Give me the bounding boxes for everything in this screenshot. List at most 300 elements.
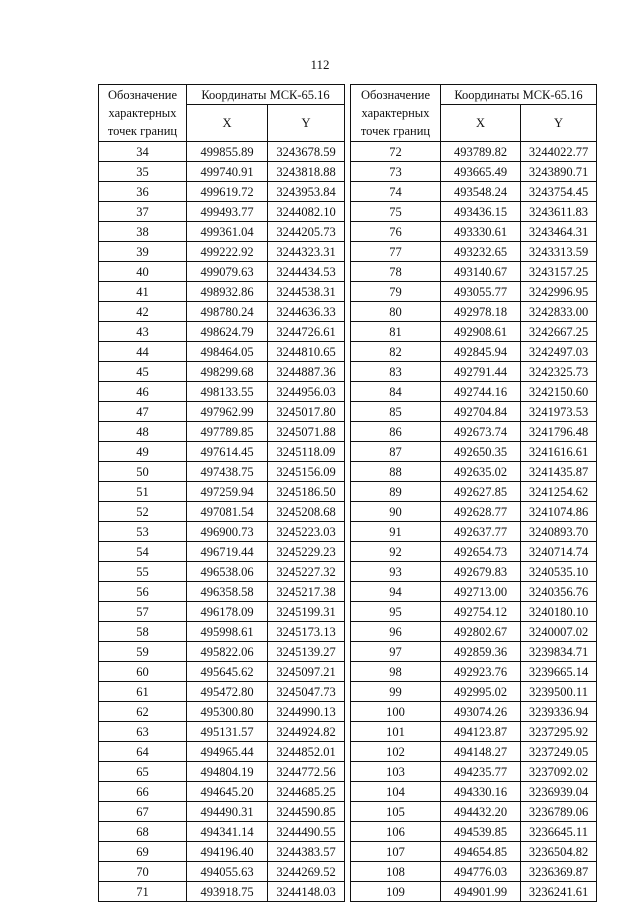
x-coordinate-cell: 496178.09	[187, 602, 268, 622]
x-coordinate-cell: 492654.73	[441, 542, 521, 562]
x-coordinate-cell: 494539.85	[441, 822, 521, 842]
table-row	[99, 762, 345, 782]
table-row	[351, 162, 597, 182]
x-coordinate-cell: 492635.02	[441, 462, 521, 482]
x-coordinate-cell: 495472.80	[187, 682, 268, 702]
table-row	[99, 402, 345, 422]
point-number-cell: 44	[99, 342, 187, 362]
y-coordinate-cell: 3243818.88	[268, 162, 345, 182]
table-row	[99, 162, 345, 182]
y-coordinate-cell: 3240180.10	[521, 602, 597, 622]
y-coordinate-cell: 3237249.05	[521, 742, 597, 762]
point-number-cell: 35	[99, 162, 187, 182]
x-coordinate-cell: 499855.89	[187, 142, 268, 162]
table-row	[99, 262, 345, 282]
y-coordinate-cell: 3242833.00	[521, 302, 597, 322]
y-coordinate-cell: 3245227.32	[268, 562, 345, 582]
x-coordinate-cell: 494235.77	[441, 762, 521, 782]
x-coordinate-cell: 496719.44	[187, 542, 268, 562]
y-coordinate-cell: 3244434.53	[268, 262, 345, 282]
table-row	[351, 802, 597, 822]
y-coordinate-cell: 3245186.50	[268, 482, 345, 502]
point-number-cell: 68	[99, 822, 187, 842]
point-number-cell: 106	[351, 822, 441, 842]
table-row	[99, 142, 345, 162]
y-coordinate-cell: 3245217.38	[268, 582, 345, 602]
table-row	[351, 302, 597, 322]
x-coordinate-cell: 497789.85	[187, 422, 268, 442]
point-number-cell: 73	[351, 162, 441, 182]
y-coordinate-cell: 3244022.77	[521, 142, 597, 162]
table-row	[351, 722, 597, 742]
point-number-cell: 57	[99, 602, 187, 622]
table-row	[351, 842, 597, 862]
table-row	[351, 422, 597, 442]
x-coordinate-cell: 497259.94	[187, 482, 268, 502]
table-row	[99, 662, 345, 682]
table-row	[351, 862, 597, 882]
x-coordinate-cell: 495131.57	[187, 722, 268, 742]
point-number-cell: 84	[351, 382, 441, 402]
y-coordinate-cell: 3245156.09	[268, 462, 345, 482]
y-coordinate-cell: 3244685.25	[268, 782, 345, 802]
point-number-cell: 58	[99, 622, 187, 642]
point-number-cell: 104	[351, 782, 441, 802]
x-coordinate-cell: 498133.55	[187, 382, 268, 402]
y-coordinate-cell: 3236369.87	[521, 862, 597, 882]
x-coordinate-cell: 492995.02	[441, 682, 521, 702]
table-row	[99, 482, 345, 502]
table-row	[351, 822, 597, 842]
y-coordinate-cell: 3240356.76	[521, 582, 597, 602]
table-row	[99, 522, 345, 542]
point-number-cell: 107	[351, 842, 441, 862]
x-coordinate-cell: 492859.36	[441, 642, 521, 662]
table-row	[351, 222, 597, 242]
y-coordinate-cell: 3243678.59	[268, 142, 345, 162]
y-coordinate-cell: 3240893.70	[521, 522, 597, 542]
table-row	[351, 322, 597, 342]
point-number-cell: 65	[99, 762, 187, 782]
y-coordinate-cell: 3244490.55	[268, 822, 345, 842]
y-coordinate-cell: 3239665.14	[521, 662, 597, 682]
point-number-cell: 77	[351, 242, 441, 262]
point-number-cell: 49	[99, 442, 187, 462]
y-coordinate-cell: 3236939.04	[521, 782, 597, 802]
x-coordinate-cell: 494432.20	[441, 802, 521, 822]
x-coordinate-cell: 497614.45	[187, 442, 268, 462]
x-coordinate-cell: 492754.12	[441, 602, 521, 622]
table-row	[351, 182, 597, 202]
table-row	[99, 822, 345, 842]
y-coordinate-cell: 3244887.36	[268, 362, 345, 382]
table-row	[351, 382, 597, 402]
x-coordinate-cell: 494804.19	[187, 762, 268, 782]
x-coordinate-cell: 492679.83	[441, 562, 521, 582]
x-coordinate-cell: 492791.44	[441, 362, 521, 382]
y-coordinate-cell: 3240714.74	[521, 542, 597, 562]
point-number-cell: 43	[99, 322, 187, 342]
y-coordinate-cell: 3240007.02	[521, 622, 597, 642]
table-row	[99, 202, 345, 222]
table-row	[351, 202, 597, 222]
x-coordinate-cell: 494123.87	[441, 722, 521, 742]
x-coordinate-cell: 493789.82	[441, 142, 521, 162]
y-coordinate-cell: 3245208.68	[268, 502, 345, 522]
y-coordinate-cell: 3237295.92	[521, 722, 597, 742]
x-coordinate-cell: 494965.44	[187, 742, 268, 762]
point-number-cell: 93	[351, 562, 441, 582]
x-coordinate-cell: 499222.92	[187, 242, 268, 262]
point-number-cell: 55	[99, 562, 187, 582]
table-row	[99, 502, 345, 522]
y-coordinate-cell: 3239834.71	[521, 642, 597, 662]
table-row	[99, 582, 345, 602]
y-coordinate-cell: 3237092.02	[521, 762, 597, 782]
x-coordinate-cell: 493436.15	[441, 202, 521, 222]
point-number-cell: 78	[351, 262, 441, 282]
table-row	[99, 702, 345, 722]
point-number-cell: 99	[351, 682, 441, 702]
table-row	[351, 582, 597, 602]
point-number-cell: 54	[99, 542, 187, 562]
point-label-header: Обозначение характерных точек границ	[351, 85, 441, 142]
table-row	[99, 322, 345, 342]
point-number-cell: 60	[99, 662, 187, 682]
point-number-cell: 97	[351, 642, 441, 662]
x-coordinate-cell: 492673.74	[441, 422, 521, 442]
y-coordinate-cell: 3244323.31	[268, 242, 345, 262]
x-coordinate-cell: 494055.63	[187, 862, 268, 882]
y-coordinate-cell: 3245223.03	[268, 522, 345, 542]
point-number-cell: 80	[351, 302, 441, 322]
table-row	[99, 442, 345, 462]
table-row	[99, 342, 345, 362]
table-row	[351, 762, 597, 782]
y-coordinate-cell: 3245139.27	[268, 642, 345, 662]
point-number-cell: 52	[99, 502, 187, 522]
point-number-cell: 75	[351, 202, 441, 222]
x-coordinate-cell: 494654.85	[441, 842, 521, 862]
table-row	[99, 802, 345, 822]
x-coordinate-cell: 493918.75	[187, 882, 268, 902]
y-coordinate-cell: 3242497.03	[521, 342, 597, 362]
x-coordinate-cell: 496538.06	[187, 562, 268, 582]
x-coordinate-cell: 497962.99	[187, 402, 268, 422]
point-number-cell: 38	[99, 222, 187, 242]
table-row	[351, 362, 597, 382]
point-number-cell: 63	[99, 722, 187, 742]
y-coordinate-cell: 3243611.83	[521, 202, 597, 222]
y-coordinate-cell: 3243157.25	[521, 262, 597, 282]
point-number-cell: 36	[99, 182, 187, 202]
y-coordinate-cell: 3244082.10	[268, 202, 345, 222]
point-number-cell: 53	[99, 522, 187, 542]
y-coordinate-cell: 3244383.57	[268, 842, 345, 862]
x-coordinate-cell: 492627.85	[441, 482, 521, 502]
x-coordinate-cell: 498624.79	[187, 322, 268, 342]
point-number-cell: 109	[351, 882, 441, 902]
x-coordinate-cell: 495822.06	[187, 642, 268, 662]
table-row	[99, 422, 345, 442]
point-number-cell: 92	[351, 542, 441, 562]
x-coordinate-cell: 492978.18	[441, 302, 521, 322]
point-number-cell: 98	[351, 662, 441, 682]
table-row	[99, 222, 345, 242]
x-coordinate-cell: 499619.72	[187, 182, 268, 202]
table-row	[351, 702, 597, 722]
point-number-cell: 82	[351, 342, 441, 362]
x-coordinate-cell: 494901.99	[441, 882, 521, 902]
point-number-cell: 42	[99, 302, 187, 322]
coordinates-group-header: Координаты МСК-65.16	[187, 85, 345, 105]
point-number-cell: 105	[351, 802, 441, 822]
x-coordinate-cell: 498299.68	[187, 362, 268, 382]
x-coordinate-cell: 494645.20	[187, 782, 268, 802]
x-coordinate-cell: 494196.40	[187, 842, 268, 862]
x-coordinate-cell: 493074.26	[441, 702, 521, 722]
point-number-cell: 70	[99, 862, 187, 882]
point-number-cell: 90	[351, 502, 441, 522]
table-row	[351, 522, 597, 542]
x-coordinate-cell: 494341.14	[187, 822, 268, 842]
point-number-cell: 79	[351, 282, 441, 302]
y-coordinate-cell: 3244148.03	[268, 882, 345, 902]
y-coordinate-cell: 3244924.82	[268, 722, 345, 742]
point-number-cell: 64	[99, 742, 187, 762]
x-coordinate-cell: 492650.35	[441, 442, 521, 462]
x-column-header: X	[441, 105, 521, 142]
x-coordinate-cell: 493055.77	[441, 282, 521, 302]
point-number-cell: 69	[99, 842, 187, 862]
x-coordinate-cell: 493548.24	[441, 182, 521, 202]
table-row	[351, 502, 597, 522]
point-number-cell: 41	[99, 282, 187, 302]
y-coordinate-cell: 3243313.59	[521, 242, 597, 262]
table-row	[351, 642, 597, 662]
point-number-cell: 46	[99, 382, 187, 402]
point-number-cell: 66	[99, 782, 187, 802]
x-coordinate-cell: 493232.65	[441, 242, 521, 262]
x-coordinate-cell: 494776.03	[441, 862, 521, 882]
x-coordinate-cell: 495300.80	[187, 702, 268, 722]
table-row	[99, 242, 345, 262]
table-row	[351, 562, 597, 582]
coordinates-table-left	[98, 84, 345, 902]
y-coordinate-cell: 3244590.85	[268, 802, 345, 822]
point-number-cell: 108	[351, 862, 441, 882]
x-coordinate-cell: 492713.00	[441, 582, 521, 602]
x-coordinate-cell: 499361.04	[187, 222, 268, 242]
x-coordinate-cell: 492845.94	[441, 342, 521, 362]
table-row	[351, 622, 597, 642]
table-row	[351, 542, 597, 562]
table-row	[351, 442, 597, 462]
table-row	[351, 282, 597, 302]
x-coordinate-cell: 492637.77	[441, 522, 521, 542]
y-coordinate-cell: 3243464.31	[521, 222, 597, 242]
y-coordinate-cell: 3241796.48	[521, 422, 597, 442]
table-row	[351, 602, 597, 622]
x-coordinate-cell: 493140.67	[441, 262, 521, 282]
table-row	[99, 842, 345, 862]
table-row	[99, 722, 345, 742]
point-number-cell: 100	[351, 702, 441, 722]
x-coordinate-cell: 492923.76	[441, 662, 521, 682]
x-coordinate-cell: 498932.86	[187, 282, 268, 302]
table-row	[351, 342, 597, 362]
y-coordinate-cell: 3241973.53	[521, 402, 597, 422]
y-coordinate-cell: 3244269.52	[268, 862, 345, 882]
x-coordinate-cell: 492628.77	[441, 502, 521, 522]
y-coordinate-cell: 3236504.82	[521, 842, 597, 862]
table-row	[351, 262, 597, 282]
table-row	[99, 542, 345, 562]
x-coordinate-cell: 496358.58	[187, 582, 268, 602]
y-column-header: Y	[268, 105, 345, 142]
x-coordinate-cell: 496900.73	[187, 522, 268, 542]
x-coordinate-cell: 493330.61	[441, 222, 521, 242]
x-coordinate-cell: 499079.63	[187, 262, 268, 282]
point-number-cell: 96	[351, 622, 441, 642]
x-coordinate-cell: 493665.49	[441, 162, 521, 182]
y-coordinate-cell: 3244852.01	[268, 742, 345, 762]
point-number-cell: 94	[351, 582, 441, 602]
point-number-cell: 47	[99, 402, 187, 422]
y-coordinate-cell: 3241435.87	[521, 462, 597, 482]
x-coordinate-cell: 494330.16	[441, 782, 521, 802]
x-coordinate-cell: 497438.75	[187, 462, 268, 482]
table-row	[99, 282, 345, 302]
x-coordinate-cell: 499493.77	[187, 202, 268, 222]
point-number-cell: 95	[351, 602, 441, 622]
y-coordinate-cell: 3244538.31	[268, 282, 345, 302]
table-row	[99, 642, 345, 662]
x-coordinate-cell: 492704.84	[441, 402, 521, 422]
table-row	[99, 742, 345, 762]
y-coordinate-cell: 3239336.94	[521, 702, 597, 722]
point-number-cell: 56	[99, 582, 187, 602]
point-number-cell: 74	[351, 182, 441, 202]
y-coordinate-cell: 3244636.33	[268, 302, 345, 322]
y-coordinate-cell: 3244956.03	[268, 382, 345, 402]
y-coordinate-cell: 3240535.10	[521, 562, 597, 582]
point-number-cell: 50	[99, 462, 187, 482]
point-number-cell: 87	[351, 442, 441, 462]
y-coordinate-cell: 3245173.13	[268, 622, 345, 642]
point-number-cell: 81	[351, 322, 441, 342]
point-number-cell: 61	[99, 682, 187, 702]
point-number-cell: 37	[99, 202, 187, 222]
x-column-header: X	[187, 105, 268, 142]
point-number-cell: 45	[99, 362, 187, 382]
point-number-cell: 91	[351, 522, 441, 542]
table-row	[99, 862, 345, 882]
y-coordinate-cell: 3245017.80	[268, 402, 345, 422]
table-row	[99, 882, 345, 902]
table-row	[99, 182, 345, 202]
point-number-cell: 76	[351, 222, 441, 242]
x-coordinate-cell: 492802.67	[441, 622, 521, 642]
point-number-cell: 48	[99, 422, 187, 442]
point-number-cell: 103	[351, 762, 441, 782]
point-number-cell: 67	[99, 802, 187, 822]
table-row	[99, 462, 345, 482]
x-coordinate-cell: 499740.91	[187, 162, 268, 182]
table-row	[99, 782, 345, 802]
table-body-right	[351, 142, 597, 902]
x-coordinate-cell: 495998.61	[187, 622, 268, 642]
y-coordinate-cell: 3245199.31	[268, 602, 345, 622]
x-coordinate-cell: 497081.54	[187, 502, 268, 522]
coordinates-table-right	[350, 84, 597, 902]
y-coordinate-cell: 3245118.09	[268, 442, 345, 462]
y-coordinate-cell: 3241616.61	[521, 442, 597, 462]
y-coordinate-cell: 3245229.23	[268, 542, 345, 562]
table-row	[351, 662, 597, 682]
table-row	[99, 382, 345, 402]
y-coordinate-cell: 3244810.65	[268, 342, 345, 362]
table-row	[351, 142, 597, 162]
y-coordinate-cell: 3245097.21	[268, 662, 345, 682]
point-number-cell: 85	[351, 402, 441, 422]
y-coordinate-cell: 3243754.45	[521, 182, 597, 202]
y-coordinate-cell: 3242150.60	[521, 382, 597, 402]
point-number-cell: 71	[99, 882, 187, 902]
point-number-cell: 102	[351, 742, 441, 762]
table-row	[99, 302, 345, 322]
x-coordinate-cell: 495645.62	[187, 662, 268, 682]
y-coordinate-cell: 3236241.61	[521, 882, 597, 902]
point-number-cell: 39	[99, 242, 187, 262]
y-coordinate-cell: 3239500.11	[521, 682, 597, 702]
x-coordinate-cell: 492744.16	[441, 382, 521, 402]
point-number-cell: 88	[351, 462, 441, 482]
y-coordinate-cell: 3244772.56	[268, 762, 345, 782]
table-body-left	[99, 142, 345, 902]
table-row	[99, 622, 345, 642]
point-number-cell: 59	[99, 642, 187, 662]
y-coordinate-cell: 3236789.06	[521, 802, 597, 822]
x-coordinate-cell: 494148.27	[441, 742, 521, 762]
table-row	[351, 482, 597, 502]
x-coordinate-cell: 498464.05	[187, 342, 268, 362]
y-coordinate-cell: 3241074.86	[521, 502, 597, 522]
point-number-cell: 34	[99, 142, 187, 162]
point-number-cell: 51	[99, 482, 187, 502]
table-row	[351, 462, 597, 482]
coordinates-group-header: Координаты МСК-65.16	[441, 85, 597, 105]
y-coordinate-cell: 3242996.95	[521, 282, 597, 302]
table-row	[351, 242, 597, 262]
y-coordinate-cell: 3243890.71	[521, 162, 597, 182]
x-coordinate-cell: 494490.31	[187, 802, 268, 822]
y-coordinate-cell: 3244990.13	[268, 702, 345, 722]
y-coordinate-cell: 3244205.73	[268, 222, 345, 242]
table-row	[351, 682, 597, 702]
x-coordinate-cell: 498780.24	[187, 302, 268, 322]
y-column-header: Y	[521, 105, 597, 142]
table-row	[99, 362, 345, 382]
point-label-header: Обозначение характерных точек границ	[99, 85, 187, 142]
point-number-cell: 83	[351, 362, 441, 382]
table-row	[351, 742, 597, 762]
point-number-cell: 72	[351, 142, 441, 162]
point-number-cell: 101	[351, 722, 441, 742]
point-number-cell: 89	[351, 482, 441, 502]
y-coordinate-cell: 3241254.62	[521, 482, 597, 502]
table-row	[351, 882, 597, 902]
